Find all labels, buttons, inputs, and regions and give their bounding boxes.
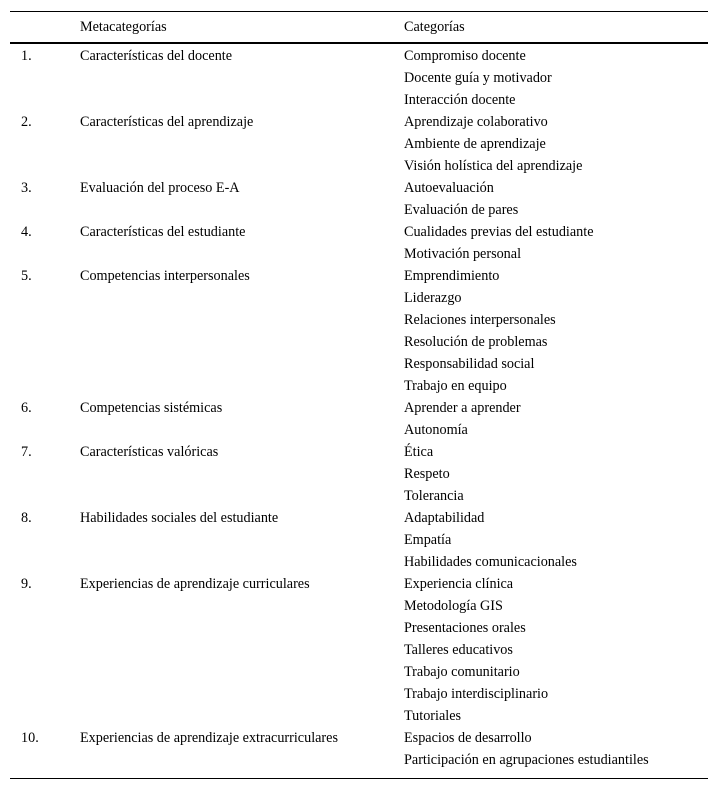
row-category: Autonomía xyxy=(404,422,468,438)
row-number xyxy=(10,661,80,683)
row-category: Relaciones interpersonales xyxy=(404,312,556,328)
row-category: Experiencia clínica xyxy=(404,576,514,592)
row-metacategory: Características del docente xyxy=(80,48,233,64)
table-body xyxy=(10,44,708,778)
table-row xyxy=(10,749,708,771)
row-category: Trabajo interdisciplinario xyxy=(404,686,549,702)
row-metacategory xyxy=(80,67,404,89)
row-number: 7. xyxy=(21,444,32,460)
table-row xyxy=(10,111,708,133)
table-row xyxy=(10,265,708,287)
row-metacategory: Habilidades sociales del estudiante xyxy=(80,510,279,526)
row-metacategory: Evaluación del proceso E-A xyxy=(80,180,240,196)
row-metacategory xyxy=(80,331,404,353)
table-row xyxy=(10,89,708,111)
table-row xyxy=(10,463,708,485)
row-number xyxy=(10,551,80,573)
row-category: Metodología GIS xyxy=(404,598,503,614)
row-category: Habilidades comunicacionales xyxy=(404,554,577,570)
row-category: Participación en agrupaciones estudiantiles xyxy=(404,752,649,768)
row-number xyxy=(10,155,80,177)
row-number: 8. xyxy=(21,510,32,526)
table-row xyxy=(10,705,708,727)
row-metacategory xyxy=(80,529,404,551)
row-number: 10. xyxy=(21,730,39,746)
row-metacategory: Características valóricas xyxy=(80,444,219,460)
row-metacategory xyxy=(80,617,404,639)
row-number: 2. xyxy=(21,114,32,130)
row-category: Respeto xyxy=(404,466,450,482)
row-metacategory xyxy=(80,309,404,331)
categories-table xyxy=(10,11,708,779)
table-header-row xyxy=(10,12,708,42)
row-category: Evaluación de pares xyxy=(404,202,519,218)
row-number: 6. xyxy=(21,400,32,416)
table-row xyxy=(10,595,708,617)
row-category: Cualidades previas del estudiante xyxy=(404,224,594,240)
row-category: Emprendimiento xyxy=(404,268,500,284)
row-metacategory xyxy=(80,133,404,155)
row-category: Trabajo comunitario xyxy=(404,664,520,680)
row-metacategory xyxy=(80,287,404,309)
row-category: Espacios de desarrollo xyxy=(404,730,532,746)
table-row xyxy=(10,243,708,265)
row-metacategory: Características del estudiante xyxy=(80,224,246,240)
row-metacategory xyxy=(80,199,404,221)
row-number xyxy=(10,331,80,353)
row-number xyxy=(10,89,80,111)
row-number xyxy=(10,463,80,485)
row-number xyxy=(10,617,80,639)
row-metacategory: Características del aprendizaje xyxy=(80,114,254,130)
row-number xyxy=(10,309,80,331)
row-category: Docente guía y motivador xyxy=(404,70,552,86)
row-category: Empatía xyxy=(404,532,452,548)
table-row xyxy=(10,45,708,67)
table-row xyxy=(10,639,708,661)
row-metacategory xyxy=(80,485,404,507)
row-metacategory xyxy=(80,661,404,683)
row-number: 9. xyxy=(21,576,32,592)
header-categorias: Categorías xyxy=(404,19,465,35)
row-metacategory xyxy=(80,639,404,661)
row-metacategory: Experiencias de aprendizaje extracurriculares xyxy=(80,730,338,746)
row-number: 5. xyxy=(21,268,32,284)
table-row xyxy=(10,331,708,353)
table-row xyxy=(10,507,708,529)
row-metacategory: Experiencias de aprendizaje curriculares xyxy=(80,576,310,592)
row-category: Motivación personal xyxy=(404,246,522,262)
header-metacategorias: Metacategorías xyxy=(80,19,167,35)
table-row xyxy=(10,485,708,507)
row-metacategory xyxy=(80,89,404,111)
row-category: Talleres educativos xyxy=(404,642,513,658)
row-category: Resolución de problemas xyxy=(404,334,548,350)
row-metacategory xyxy=(80,419,404,441)
row-metacategory xyxy=(80,749,404,771)
table-row xyxy=(10,551,708,573)
table-row xyxy=(10,67,708,89)
table-row xyxy=(10,199,708,221)
row-metacategory xyxy=(80,155,404,177)
row-category: Adaptabilidad xyxy=(404,510,485,526)
table-row xyxy=(10,441,708,463)
table-bottom-rule xyxy=(10,778,708,779)
table-row xyxy=(10,221,708,243)
table-row xyxy=(10,133,708,155)
row-number xyxy=(10,595,80,617)
row-number xyxy=(10,287,80,309)
table-row xyxy=(10,573,708,595)
table-row xyxy=(10,661,708,683)
table-row xyxy=(10,419,708,441)
row-number xyxy=(10,199,80,221)
row-number: 3. xyxy=(21,180,32,196)
row-number xyxy=(10,419,80,441)
row-number: 1. xyxy=(21,48,32,64)
row-metacategory xyxy=(80,551,404,573)
table-row xyxy=(10,309,708,331)
row-metacategory xyxy=(80,463,404,485)
row-metacategory xyxy=(80,243,404,265)
table-row xyxy=(10,375,708,397)
row-number xyxy=(10,485,80,507)
row-category: Interacción docente xyxy=(404,92,516,108)
row-number xyxy=(10,133,80,155)
table-row xyxy=(10,617,708,639)
row-category: Visión holística del aprendizaje xyxy=(404,158,583,174)
row-category: Aprendizaje colaborativo xyxy=(404,114,548,130)
table-row xyxy=(10,727,708,749)
row-number xyxy=(10,683,80,705)
row-metacategory xyxy=(80,595,404,617)
table-row xyxy=(10,683,708,705)
row-number xyxy=(10,353,80,375)
row-category: Tolerancia xyxy=(404,488,464,504)
table-row xyxy=(10,397,708,419)
row-category: Aprender a aprender xyxy=(404,400,521,416)
row-metacategory xyxy=(80,353,404,375)
row-metacategory xyxy=(80,683,404,705)
row-category: Ambiente de aprendizaje xyxy=(404,136,546,152)
row-number xyxy=(10,243,80,265)
table-row xyxy=(10,155,708,177)
row-metacategory xyxy=(80,705,404,727)
row-category: Trabajo en equipo xyxy=(404,378,507,394)
row-number xyxy=(10,529,80,551)
table-row xyxy=(10,177,708,199)
row-number xyxy=(10,67,80,89)
row-metacategory: Competencias interpersonales xyxy=(80,268,250,284)
table-row xyxy=(10,353,708,375)
table-row xyxy=(10,287,708,309)
row-metacategory: Competencias sistémicas xyxy=(80,400,223,416)
row-category: Ética xyxy=(404,444,434,460)
row-category: Liderazgo xyxy=(404,290,462,306)
row-category: Autoevaluación xyxy=(404,180,494,196)
row-number xyxy=(10,375,80,397)
row-number xyxy=(10,705,80,727)
row-category: Compromiso docente xyxy=(404,48,526,64)
row-number xyxy=(10,749,80,771)
row-category: Tutoriales xyxy=(404,708,462,724)
table-row xyxy=(10,529,708,551)
row-category: Responsabilidad social xyxy=(404,356,535,372)
row-number xyxy=(10,639,80,661)
row-number: 4. xyxy=(21,224,32,240)
header-number xyxy=(10,12,80,42)
row-metacategory xyxy=(80,375,404,397)
row-category: Presentaciones orales xyxy=(404,620,526,636)
